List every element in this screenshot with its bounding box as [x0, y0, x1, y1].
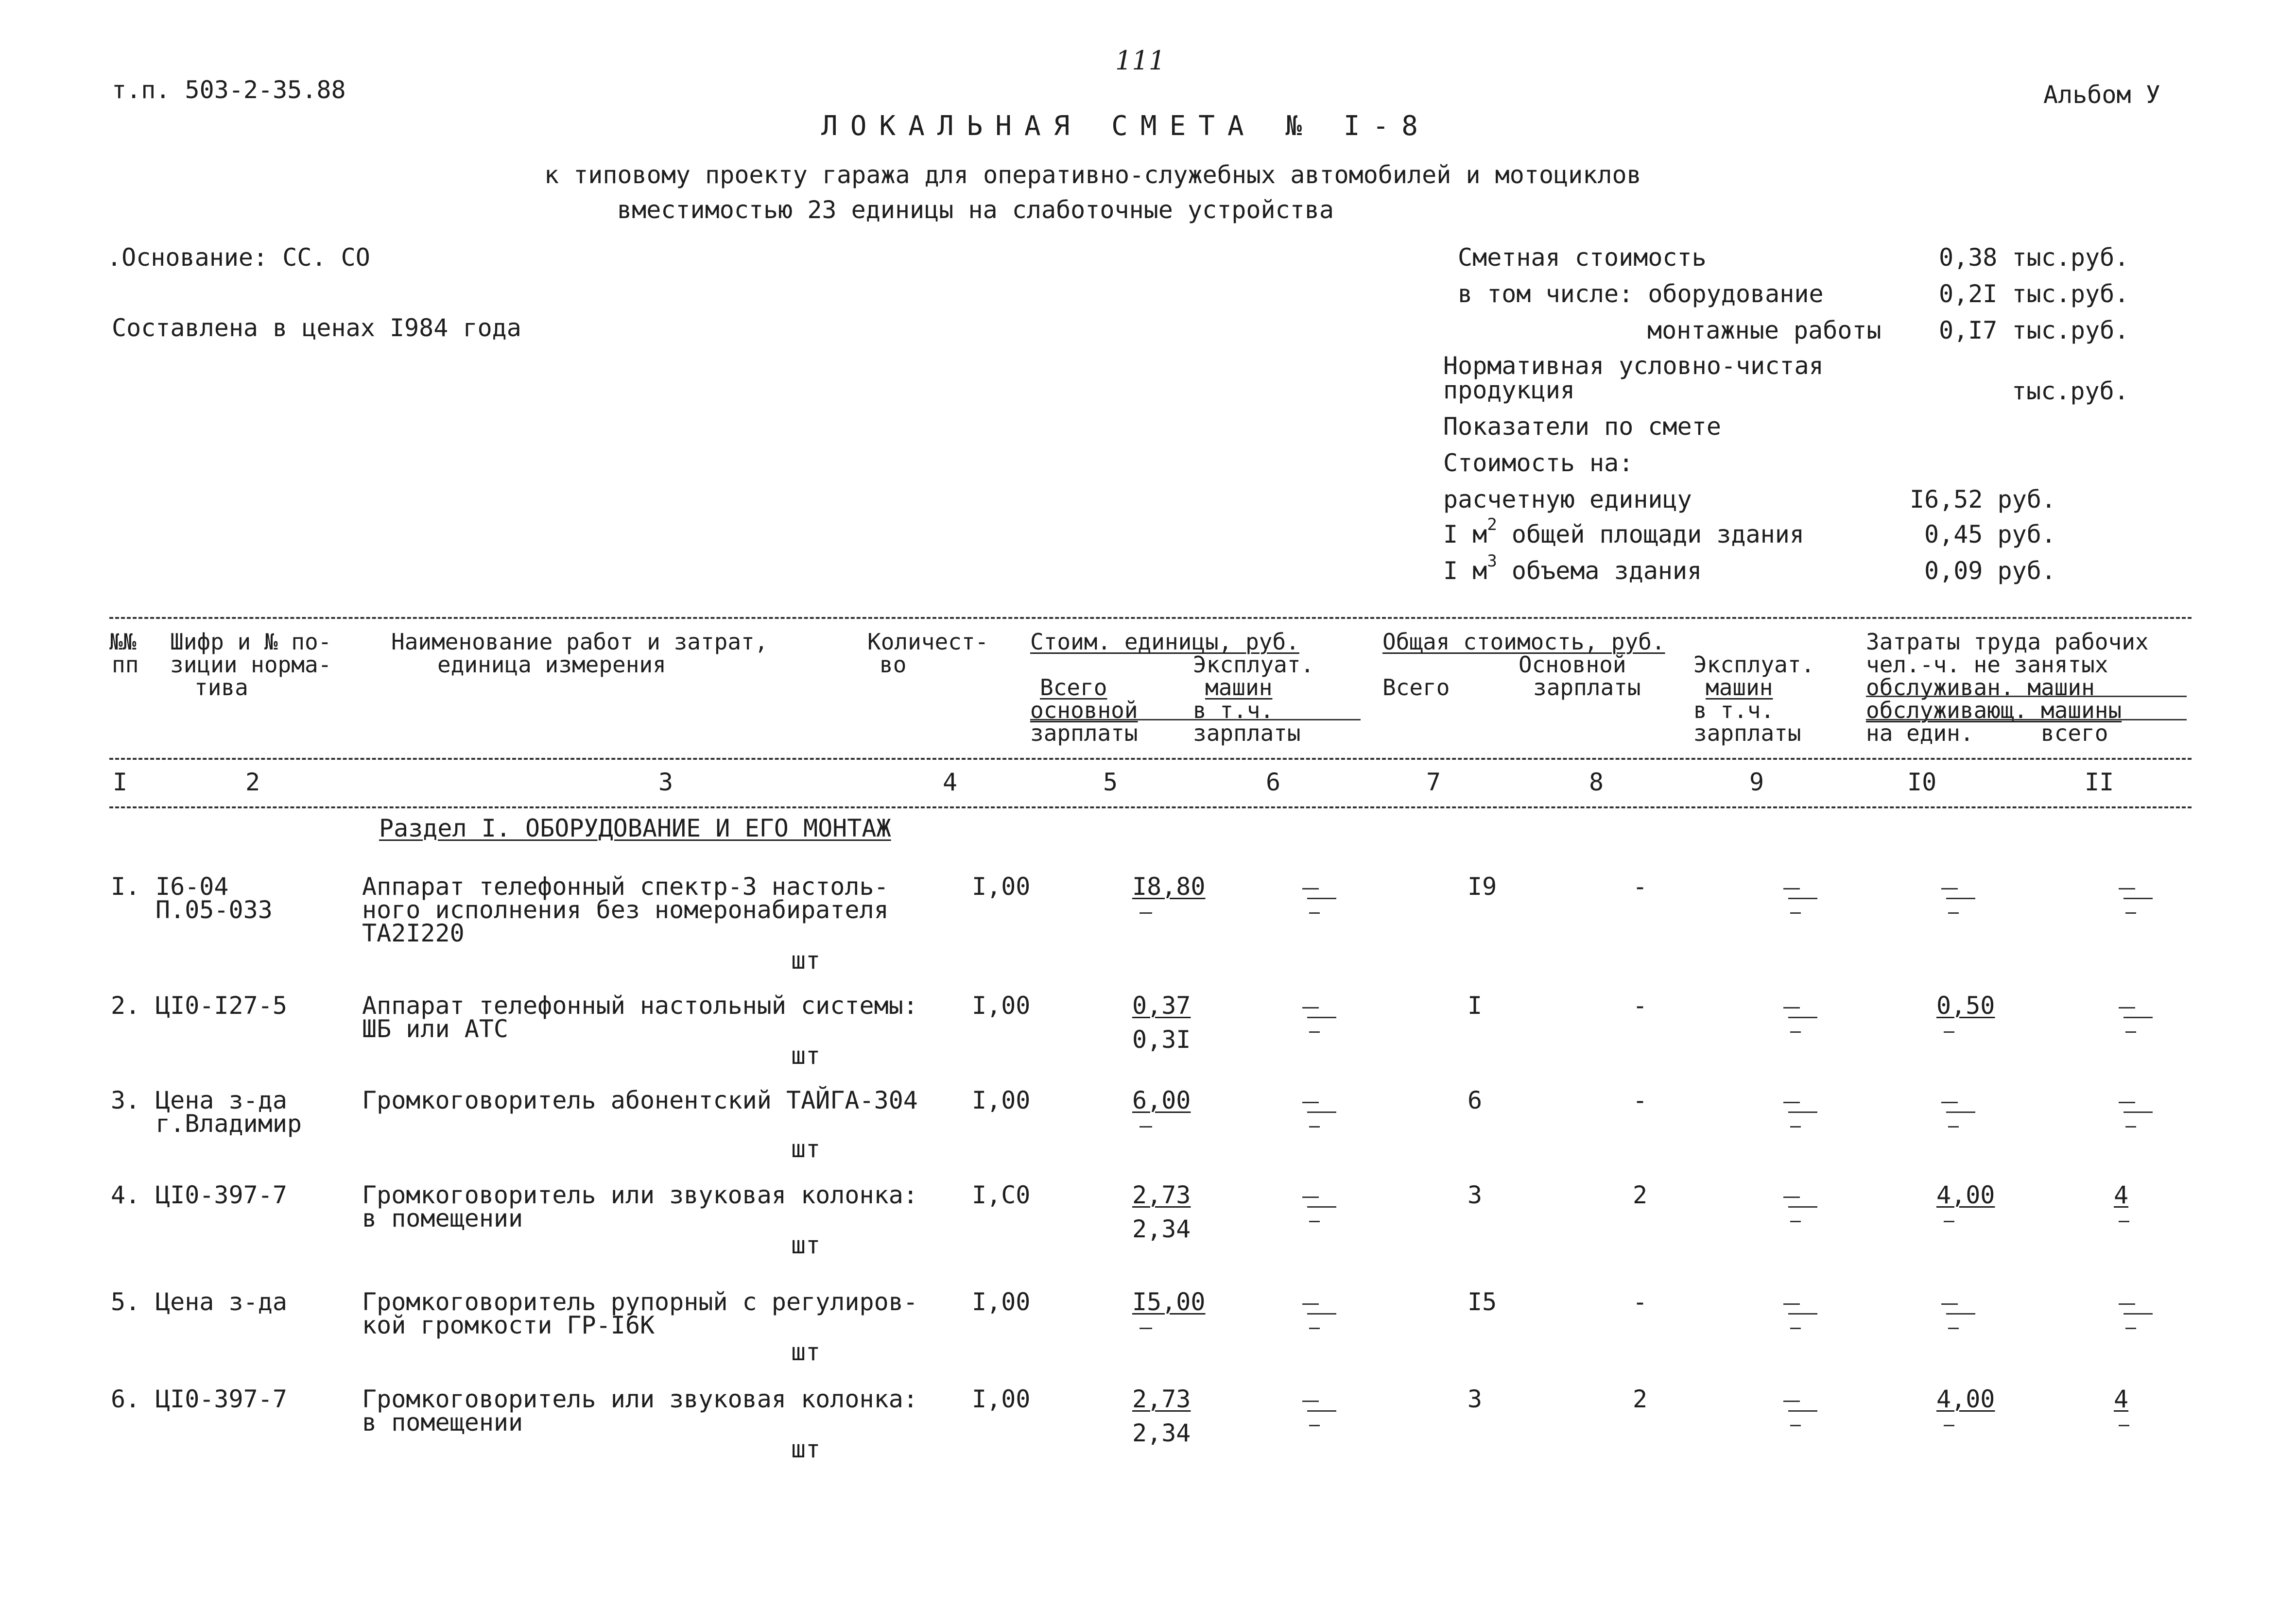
dash-mark — [1783, 888, 1800, 889]
dash-mark — [1790, 912, 1801, 914]
basis-text: .Основание: СС. СО — [107, 243, 370, 272]
dash-mark — [1307, 1017, 1336, 1018]
dash-mark — [1309, 912, 1320, 914]
dash-mark — [1948, 1328, 1959, 1329]
column-number: 7 — [1426, 768, 1441, 796]
row-base-salary: - — [1633, 1288, 1648, 1316]
row-code: ЦI0-397-7 — [155, 1385, 287, 1413]
dash-mark — [1302, 888, 1319, 889]
labor-header-divider — [1866, 696, 2187, 697]
dash-mark — [1948, 912, 1959, 914]
col9-header-2: машин — [1706, 674, 1773, 701]
dash-mark — [1790, 1328, 1801, 1329]
col5-header-2: основной — [1030, 697, 1138, 723]
unit-cost-label: расчетную единицу — [1443, 485, 1692, 513]
dash-mark — [1788, 1206, 1817, 1208]
dash-mark — [1941, 1102, 1958, 1103]
row-code-2: П.05-033 — [155, 896, 273, 924]
row-unit-salary: 2,34 — [1132, 1419, 1191, 1447]
document-title: ЛОКАЛЬНАЯ СМЕТА № I-8 — [821, 110, 1431, 142]
dash-mark — [1309, 1221, 1320, 1222]
row-quantity: I,00 — [972, 992, 1031, 1020]
dash-mark — [1307, 1410, 1336, 1412]
dash-mark — [1944, 1425, 1954, 1426]
labor-header: Затраты труда рабочих — [1866, 629, 2149, 655]
col5-header-3: зарплаты — [1030, 720, 1138, 746]
dash-mark — [1788, 1111, 1817, 1113]
cost-on-label: Стоимость на: — [1443, 449, 1634, 477]
dash-mark — [1307, 1111, 1336, 1113]
dash-mark — [1302, 1197, 1319, 1198]
normative-label-1: Нормативная условно-чистая — [1443, 352, 1824, 380]
row-quantity: I,С0 — [972, 1181, 1031, 1209]
row-labor-total: 4 — [2114, 1181, 2129, 1209]
row-code: Цена з-да — [155, 1288, 287, 1316]
dash-mark — [1946, 1111, 1975, 1113]
row-code: ЦI0-397-7 — [155, 1181, 287, 1209]
dash-mark — [2123, 898, 2153, 899]
row-total: I5 — [1467, 1288, 1497, 1316]
unit-cost-header-divider — [1030, 719, 1361, 720]
row-name: Громкоговоритель или звуковая колонка: — [362, 1385, 918, 1413]
dash-mark — [1309, 1425, 1320, 1426]
row-number: 6. — [111, 1385, 140, 1413]
row-unit: шт — [791, 946, 821, 974]
row-name: Аппарат телефонный настольный системы: — [362, 992, 918, 1020]
row-unit-cost: 2,73 — [1132, 1181, 1191, 1209]
row-quantity: I,00 — [972, 872, 1031, 901]
row-quantity: I,00 — [972, 1385, 1031, 1413]
row-name: Громкоговоритель абонентский ТАЙГА-304 — [362, 1086, 918, 1114]
dash-mark — [1309, 1126, 1320, 1128]
col11-header: всего — [2041, 720, 2108, 746]
dash-mark — [1307, 1206, 1336, 1208]
column-number: 3 — [658, 768, 673, 796]
col4-header: Количест- — [867, 629, 989, 655]
dash-mark — [2125, 1031, 2136, 1033]
col5-header: Всего — [1040, 674, 1107, 701]
col2-header-3: тива — [194, 674, 248, 701]
col6-header-3: в т.ч. — [1193, 697, 1274, 723]
normative-unit: тыс.руб. — [2012, 377, 2129, 405]
row-unit: шт — [791, 1135, 821, 1163]
dash-mark — [1948, 1126, 1959, 1128]
column-number: 6 — [1266, 768, 1281, 796]
album-label: Альбом У — [2043, 81, 2160, 109]
row-name-2: ного исполнения без номеронабирателя — [362, 896, 889, 924]
row-number: 4. — [111, 1181, 140, 1209]
dash-mark — [1783, 1303, 1800, 1305]
dash-mark — [2119, 1102, 2135, 1103]
subtitle-line-1: к типовому проекту гаража для оперативно-служебных автомобилей и мотоциклов — [544, 161, 1641, 189]
row-quantity: I,00 — [972, 1086, 1031, 1114]
labor-header-4: обслуживающ. машины — [1866, 697, 2122, 723]
area-value: 0,45 руб. — [1924, 520, 2056, 548]
col6-header-4: зарплаты — [1193, 720, 1301, 746]
dash-mark — [1302, 1007, 1319, 1009]
row-unit-salary: 0,3I — [1132, 1026, 1191, 1054]
equipment-value: 0,2I тыс.руб. — [1939, 280, 2129, 308]
dash-mark — [1302, 1401, 1319, 1402]
row-name-2: ШБ или АТС — [362, 1015, 509, 1043]
row-unit: шт — [791, 1435, 821, 1463]
row-unit-cost: 6,00 — [1132, 1086, 1191, 1114]
row-name-3: ТА2I220 — [362, 919, 465, 947]
col9-header: Эксплуат. — [1693, 651, 1815, 678]
col3-header: Наименование работ и затрат, — [391, 629, 768, 655]
dash-mark — [1946, 1313, 1975, 1315]
dash-mark — [1783, 1007, 1800, 1009]
row-unit-cost: 2,73 — [1132, 1385, 1191, 1413]
column-number: II — [2085, 768, 2114, 796]
row-total: I9 — [1467, 872, 1497, 901]
col2-header-2: зиции норма- — [170, 651, 332, 678]
dash-mark — [1788, 1410, 1817, 1412]
column-number: 5 — [1103, 768, 1118, 796]
dash-mark — [1944, 1031, 1954, 1033]
row-number: 2. — [111, 992, 140, 1020]
row-unit-salary: 2,34 — [1132, 1215, 1191, 1243]
row-name-2: в помещении — [362, 1408, 523, 1436]
dash-mark — [2119, 888, 2135, 889]
col9-header-3: в т.ч. — [1693, 697, 1775, 723]
row-name-2: кой громкости ГР-I6К — [362, 1311, 655, 1339]
column-number: 8 — [1589, 768, 1604, 796]
dash-mark — [1788, 1313, 1817, 1315]
row-total: I — [1467, 992, 1483, 1020]
col6-header-2: машин — [1205, 674, 1273, 701]
row-unit-cost: I5,00 — [1132, 1288, 1206, 1316]
estimated-cost-label: Сметная стоимость — [1458, 243, 1707, 272]
dash-mark — [1139, 1126, 1152, 1128]
dash-mark — [2125, 912, 2136, 914]
subtitle-line-2: вместимостью 23 единицы на слаботочные устройства — [617, 196, 1334, 224]
dash-mark — [1309, 1328, 1320, 1329]
row-base-salary: 2 — [1633, 1385, 1648, 1413]
col7-header: Всего — [1382, 674, 1450, 701]
col6-header: Эксплуат. — [1193, 651, 1314, 678]
row-name: Громкоговоритель рупорный с регулиров- — [362, 1288, 918, 1316]
row-code: ЦI0-I27-5 — [155, 992, 287, 1020]
row-quantity: I,00 — [972, 1288, 1031, 1316]
col1-header-2: пп — [112, 651, 139, 678]
dash-mark — [1790, 1126, 1801, 1128]
row-base-salary: 2 — [1633, 1181, 1648, 1209]
estimated-cost-value: 0,38 тыс.руб. — [1939, 243, 2129, 272]
dash-mark — [1139, 912, 1152, 914]
area-label: I $м^2$ общей площади здания — [1443, 515, 1804, 548]
dash-mark — [2125, 1126, 2136, 1128]
normative-label-2: продукция — [1443, 376, 1575, 404]
table-top-rule — [109, 617, 2192, 619]
unit-cost-value: I6,52 руб. — [1910, 485, 2056, 513]
column-number: 2 — [245, 768, 260, 796]
col2-header: Шифр и № по- — [170, 629, 332, 655]
row-name: Громкоговоритель или звуковая колонка: — [362, 1181, 918, 1209]
row-unit: шт — [791, 1231, 821, 1259]
col3-header-2: единица измерения — [437, 651, 666, 678]
labor-header-divider-2 — [1866, 719, 2187, 720]
including-label: в том числе: оборудование — [1458, 280, 1824, 308]
column-number-bottom-rule — [109, 806, 2192, 808]
prices-year-text: Составлена в ценах I984 года — [112, 314, 521, 342]
document-reference: т.п. 503-2-35.88 — [112, 76, 346, 104]
column-number: 4 — [943, 768, 958, 796]
page-number: 111 — [1115, 45, 1166, 76]
dash-mark — [1941, 888, 1958, 889]
dash-mark — [2119, 1425, 2129, 1426]
row-unit: шт — [791, 1338, 821, 1366]
row-name: Аппарат телефонный спектр-3 настоль- — [362, 872, 889, 901]
row-name-2: в помещении — [362, 1204, 523, 1232]
installation-label: монтажные работы — [1647, 316, 1882, 344]
volume-label: I $м^3$ объема здания — [1443, 551, 1702, 585]
dash-mark — [1788, 1017, 1817, 1018]
row-unit-cost: 0,37 — [1132, 992, 1191, 1020]
row-unit-cost: I8,80 — [1132, 872, 1206, 901]
dash-mark — [1941, 1303, 1958, 1305]
dash-mark — [1790, 1221, 1801, 1222]
dash-mark — [1783, 1102, 1800, 1103]
volume-value: 0,09 руб. — [1924, 557, 2056, 585]
dash-mark — [1302, 1102, 1319, 1103]
dash-mark — [1946, 898, 1975, 899]
row-labor-unit: 0,50 — [1936, 992, 1995, 1020]
dash-mark — [1944, 1221, 1954, 1222]
row-code: Цена з-да — [155, 1086, 287, 1114]
indicators-label: Показатели по смете — [1443, 412, 1721, 441]
row-number: 5. — [111, 1288, 140, 1316]
row-labor-total: 4 — [2114, 1385, 2129, 1413]
dash-mark — [1790, 1425, 1801, 1426]
row-labor-unit: 4,00 — [1936, 1385, 1995, 1413]
dash-mark — [1783, 1401, 1800, 1402]
row-unit: шт — [791, 1042, 821, 1070]
row-total: 3 — [1467, 1181, 1483, 1209]
dash-mark — [1788, 898, 1817, 899]
labor-header-2: чел.-ч. не занятых — [1866, 651, 2108, 678]
column-number: 9 — [1749, 768, 1764, 796]
total-cost-group-header: Общая стоимость, руб. — [1382, 629, 1665, 655]
column-number-top-rule — [109, 758, 2192, 760]
dash-mark — [1139, 1328, 1152, 1329]
dash-mark — [2123, 1111, 2153, 1113]
row-labor-unit: 4,00 — [1936, 1181, 1995, 1209]
section-title: Раздел I. ОБОРУДОВАНИЕ И ЕГО МОНТАЖ — [379, 814, 891, 842]
col8-header: Основной — [1519, 651, 1626, 678]
dash-mark — [2123, 1313, 2153, 1315]
col8-header-2: зарплаты — [1533, 674, 1641, 701]
dash-mark — [1783, 1197, 1800, 1198]
dash-mark — [1307, 1313, 1336, 1315]
dash-mark — [2125, 1328, 2136, 1329]
dash-mark — [2119, 1007, 2135, 1009]
dash-mark — [1790, 1031, 1801, 1033]
row-code-2: г.Владимир — [155, 1110, 302, 1138]
row-base-salary: - — [1633, 1086, 1648, 1114]
column-number: I0 — [1907, 768, 1937, 796]
col4-header-2: во — [880, 651, 907, 678]
col9-header-4: зарплаты — [1693, 720, 1801, 746]
installation-value: 0,I7 тыс.руб. — [1939, 316, 2129, 344]
row-base-salary: - — [1633, 872, 1648, 901]
dash-mark — [1309, 1031, 1320, 1033]
dash-mark — [1302, 1303, 1319, 1305]
row-base-salary: - — [1633, 992, 1648, 1020]
unit-cost-group-header: Стоим. единицы, руб. — [1030, 629, 1299, 655]
col1-header: №№ — [109, 629, 137, 655]
row-number: 3. — [111, 1086, 140, 1114]
row-number: I. — [111, 872, 140, 901]
row-code: I6-04 — [155, 872, 229, 901]
col10-header: на един. — [1866, 720, 1974, 746]
dash-mark — [2119, 1221, 2129, 1222]
dash-mark — [1307, 898, 1336, 899]
dash-mark — [2119, 1303, 2135, 1305]
labor-header-3: обслуживан. машин — [1866, 674, 2095, 701]
row-total: 3 — [1467, 1385, 1483, 1413]
column-number: I — [113, 768, 128, 796]
dash-mark — [2123, 1017, 2153, 1018]
row-total: 6 — [1467, 1086, 1483, 1114]
